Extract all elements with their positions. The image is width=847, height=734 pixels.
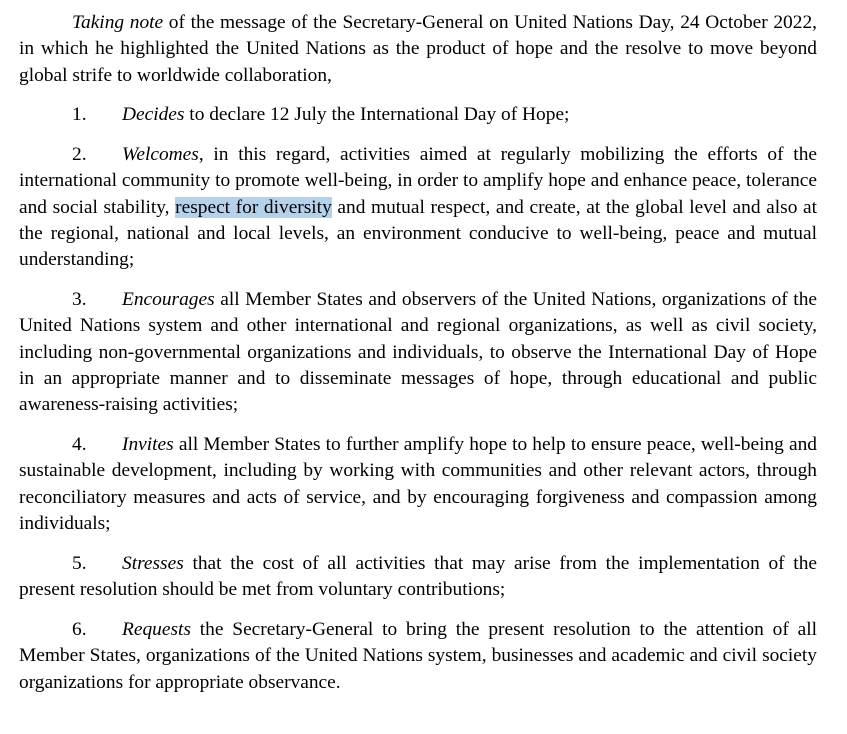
operative-paragraph-2 <box>19 142 817 273</box>
operative-paragraph-3 <box>19 287 817 418</box>
paragraph-keyword: Encourages <box>122 289 215 311</box>
paragraph-number: 5. <box>72 552 87 574</box>
paragraph-text: that the cost of all activities that may arise from the implementation of the present resolution should be met from voluntary contributions; <box>19 552 817 601</box>
operative-paragraph-6 <box>19 617 817 696</box>
paragraph-number: 1. <box>72 104 87 126</box>
preamble-keyword: Taking note <box>72 12 164 33</box>
paragraph-number: 4. <box>72 434 87 456</box>
paragraph-number: 6. <box>72 618 87 640</box>
paragraph-keyword: Invites <box>122 434 174 456</box>
document-page <box>19 10 817 696</box>
paragraph-number: 3. <box>72 289 87 311</box>
preamble-text: of the message of the Secretary-General on United Nations Day, 24 October 2022, in which he highlighted the United Nations as the product of hope and the resolve to move beyond global strife to worldwide collaboration, <box>19 12 817 86</box>
operative-paragraph-5 <box>19 551 817 604</box>
paragraph-keyword: Requests <box>122 618 191 640</box>
paragraph-keyword: Decides <box>122 104 185 126</box>
operative-paragraph-4 <box>19 432 817 537</box>
paragraph-text: the Secretary-General to bring the present resolution to the attention of all Member States, organizations of the United Nations system, businesses and academic and civil society organizations for appropriate observance. <box>19 618 817 693</box>
paragraph-text-before: , in this regard, activities aimed at regularly mobilizing the efforts of the international community to promote well-being, in order to amplify hope and enhance peace, tolerance and social stability, <box>19 144 817 218</box>
paragraph-keyword: Welcomes <box>122 144 199 166</box>
preamble-paragraph <box>19 10 817 89</box>
paragraph-text-after: and mutual respect, and create, at the global level and also at the regional, national and local levels, an environment conducive to well-being, peace and mutual understanding; <box>19 196 817 271</box>
selected-text-highlight[interactable]: respect for diversity <box>175 196 332 218</box>
paragraph-number: 2. <box>72 144 87 166</box>
paragraph-text: all Member States and observers of the United Nations, organizations of the United Nations system and other international and regional organizations, as well as civil society, including non-governmental organizations and individuals, to observe the International Day of Hope in an appropriate manner and to disseminate messages of hope, through educational and public awareness-raising activities; <box>19 289 817 416</box>
paragraph-keyword: Stresses <box>122 552 184 574</box>
paragraph-text: to declare 12 July the International Day of Hope; <box>184 104 570 126</box>
operative-paragraph-1 <box>19 102 817 128</box>
paragraph-text: all Member States to further amplify hope to help to ensure peace, well-being and sustainable development, including by working with communities and other relevant actors, through reconciliatory measures and acts of service, and by encouraging forgiveness and compassion among individuals; <box>19 434 817 535</box>
